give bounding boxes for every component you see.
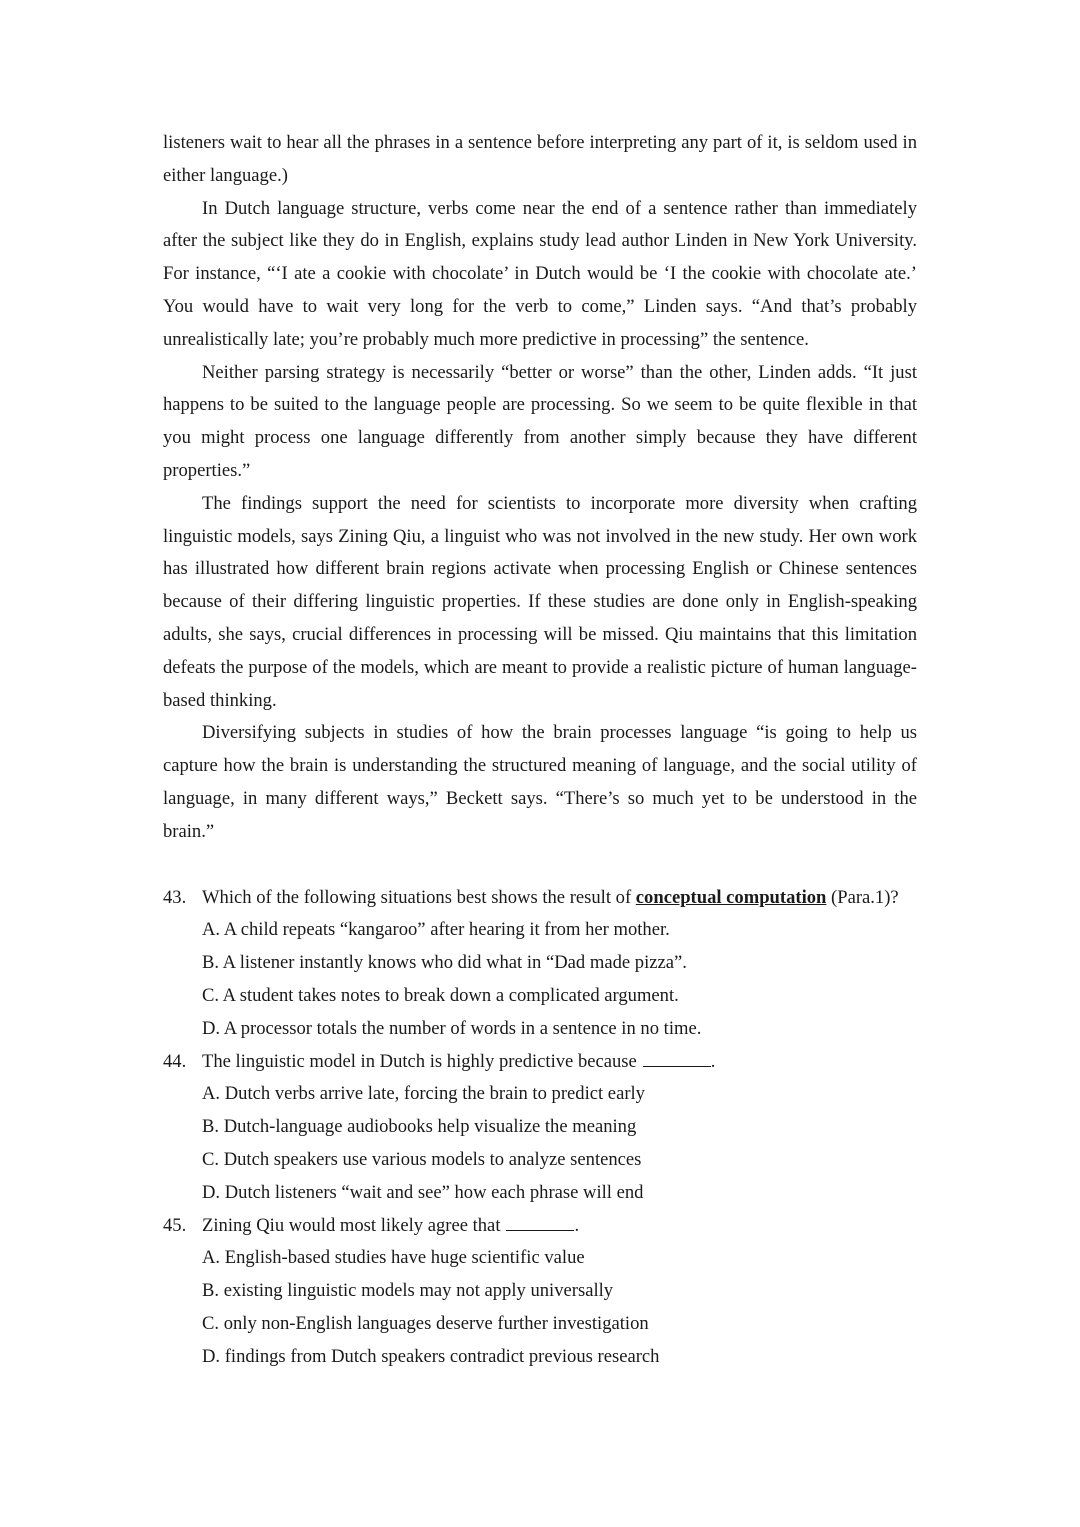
answer-option: C. only non-English languages deserve further investigation (202, 1312, 649, 1334)
answer-option: D. findings from Dutch speakers contradict previous research (202, 1345, 660, 1367)
question-stem-text: (Para.1)? (826, 886, 899, 908)
underlined-term: conceptual computation (635, 886, 827, 908)
question-stem-text: Zining Qiu would most likely agree that (202, 1214, 501, 1236)
passage-paragraph: Diversifying subjects in studies of how the brain processes language “is going to help us capture how the brain is understanding the structured meaning of language, and the social utility of language, in many different ways,” Beckett says. “There’s so much yet to be understood in the brain.” (163, 722, 917, 842)
answer-blank (506, 1212, 574, 1231)
question-number: 44. (163, 1050, 187, 1072)
question-stem-text: The linguistic model in Dutch is highly predictive because (202, 1050, 637, 1072)
answer-option: D. A processor totals the number of words in a sentence in no time. (202, 1017, 702, 1039)
question-45 (163, 1210, 917, 1374)
question-stem-text: Which of the following situations best shows the result of (202, 886, 636, 908)
passage (163, 127, 917, 849)
answer-option: A. English-based studies have huge scientific value (202, 1247, 585, 1269)
question-43 (163, 882, 917, 1046)
passage-paragraph: In Dutch language structure, verbs come near the end of a sentence rather than immediately after the subject like they do in English, explains study lead author Linden in New York University. For instance, “‘I ate a cookie with chocolate’ in Dutch would be ‘I the cookie with chocolate ate.’ You would have to wait very long for the verb to come,” Linden says. “And that’s probably unrealistically late; you’re probably much more predictive in processing” the sentence. (163, 197, 917, 350)
answer-option: D. Dutch listeners “wait and see” how each phrase will end (202, 1181, 644, 1203)
answer-option: A. Dutch verbs arrive late, forcing the brain to predict early (202, 1083, 645, 1105)
answer-option: C. Dutch speakers use various models to analyze sentences (202, 1148, 642, 1170)
answer-option: B. existing linguistic models may not apply universally (202, 1280, 614, 1302)
document-page (163, 127, 917, 1373)
answer-option: A. A child repeats “kangaroo” after hearing it from her mother. (202, 919, 670, 941)
answer-option: B. Dutch-language audiobooks help visualize the meaning (202, 1116, 637, 1138)
answer-option: C. A student takes notes to break down a complicated argument. (202, 984, 679, 1006)
question-stem (163, 882, 917, 915)
passage-paragraph: The findings support the need for scientists to incorporate more diversity when crafting linguistic models, says Zining Qiu, a linguist who was not involved in the new study. Her own work has illustrated how different brain regions activate when processing English or Chinese sentences because of their differing linguistic properties. If these studies are done only in English-speaking adults, she says, crucial differences in processing will be missed. Qiu maintains that this limitation defeats the purpose of the models, which are meant to provide a realistic picture of human language-based thinking. (163, 492, 917, 711)
question-44 (163, 1046, 917, 1210)
answer-option: B. A listener instantly knows who did what in “Dad made pizza”. (202, 952, 687, 974)
answer-blank (643, 1048, 711, 1067)
passage-paragraph: Neither parsing strategy is necessarily “better or worse” than the other, Linden adds. “It just happens to be suited to the language people are processing. So we seem to be quite flexible in that you might process one language differently from another simply because they have different properties.” (163, 361, 917, 481)
question-stem: 44. The linguistic model in Dutch is highly predictive because . (163, 1046, 917, 1079)
question-number: 45. (163, 1214, 187, 1236)
question-number: 43. (163, 886, 187, 908)
question-list (163, 882, 917, 1374)
question-stem: 45. Zining Qiu would most likely agree that . (163, 1210, 917, 1243)
passage-paragraph: listeners wait to hear all the phrases in a sentence before interpreting any part of it, is seldom used in either language.) (163, 132, 917, 186)
